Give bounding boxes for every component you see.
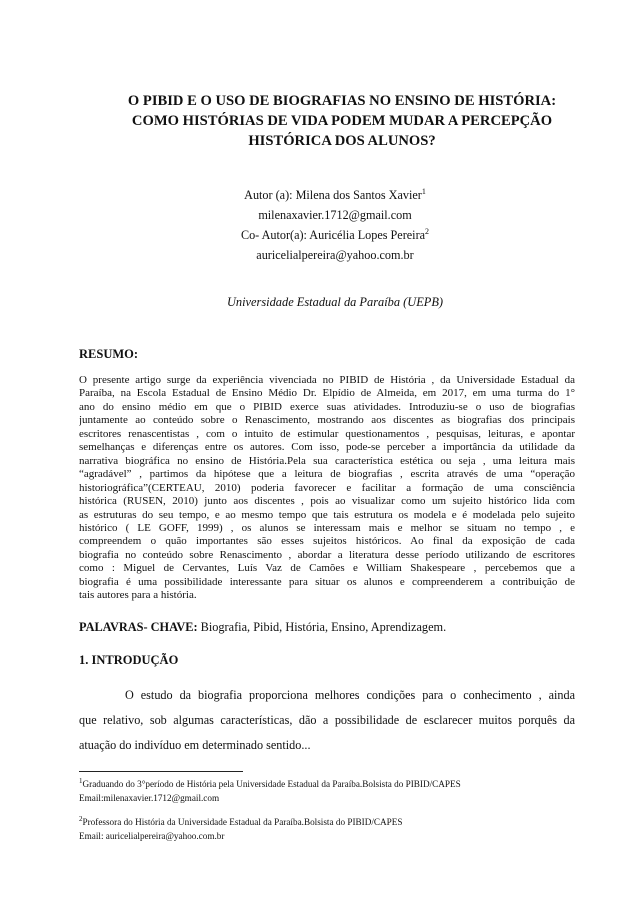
abstract-line: biografia no conteúdo sobre Renascimento , abordar a literatura desse período utilizando de escritores xyxy=(79,548,575,561)
footnote-marker: 2 xyxy=(425,227,430,236)
title-line: O PIBID E O USO DE BIOGRAFIAS NO ENSINO DE HISTÓRIA: xyxy=(127,93,557,109)
abstract-line: histórico ( LE GOFF, 1999) , os alunos se interessam mais e melhor se situam no tempo , e xyxy=(79,521,575,534)
abstract-line: histórica (RUSEN, 2010) junto aos discentes , pois ao visualizar como um sujeito histórico lida com xyxy=(79,495,575,508)
footnote-divider xyxy=(79,771,243,772)
keywords xyxy=(79,620,446,635)
footnote-2 xyxy=(79,815,579,843)
coauthor-email: auricelialpereira@yahoo.com.br xyxy=(256,248,414,262)
abstract-line: juntamente ao conteúdo sobre o Renascimento, mostrando aos discentes as biografias dos principais xyxy=(79,414,575,427)
abstract-line: O presente artigo surge da experiência vivenciada no PIBID de História , da Universidade Estadual da xyxy=(79,374,575,386)
abstract-line: tais autores para a história. xyxy=(79,589,197,602)
footnote-email: Email: auricelialpereira@yahoo.com.br xyxy=(79,831,225,841)
footnote-1 xyxy=(79,777,579,805)
footnote-text: $^2$Professora do História da Universidade Estadual da Paraíba.Bolsista do PIBID/CAPES xyxy=(79,815,403,827)
section-heading: 1. INTRODUÇÃO xyxy=(79,653,179,667)
keywords-list: Biografia, Pibid, História, Ensino, Aprendizagem. xyxy=(197,620,447,634)
abstract-line: as estruturas do seu tempo, e ao mesmo tempo que tais estrutura os modela e é modelada pelo sujeito xyxy=(79,508,575,521)
coauthor-name: Co- Autor(a): Auricélia Lopes Pereira$^2$ xyxy=(240,227,430,242)
footnote-email: Email:milenaxavier.1712@gmail.com xyxy=(79,793,220,803)
abstract-line: compreendem o quão importantes são esses sujeitos históricos. Ao final da exposição de cada xyxy=(79,535,575,548)
abstract-line: narrativa biográfica no ensino de História.Pela sua característica estética ou seja , uma leitura mais xyxy=(79,454,575,467)
title-line: HISTÓRICA DOS ALUNOS? xyxy=(248,133,436,149)
footnote-number: 2 xyxy=(79,815,83,823)
institution: Universidade Estadual da Paraíba (UEPB) xyxy=(226,295,444,309)
intro-line: O estudo da biografia proporciona melhores condições para o conhecimento , ainda xyxy=(125,688,575,702)
abstract-line: biografia é uma possibilidade interessante para situar os alunos e compreenderem a contribuição de xyxy=(79,575,575,588)
abstract-line: escritores renascentistas , com o intuito de estimular questionamentos , pesquisas, leituras, e apontar xyxy=(79,427,575,440)
abstract-line: semelhanças e diferenças entre os autores. Com isso, pode-se perceber a importância da utilidade da xyxy=(79,441,575,454)
author-block xyxy=(150,185,520,265)
abstract-line: “agradável” , partimos da hipótese que a leitura de biografias , escrita através de uma “operação xyxy=(79,468,575,481)
intro-line: atuação do indivíduo em determinado sentido... xyxy=(79,738,311,752)
abstract-line: historiográfica”(CERTEAU, 2010) poderia favorecer e facilitar a formação de uma consciência xyxy=(79,481,575,494)
title-line: COMO HISTÓRIAS DE VIDA PODEM MUDAR A PERCEPÇÃO xyxy=(131,113,553,129)
abstract-body xyxy=(79,374,575,603)
author-name: Autor (a): Milena dos Santos Xavier$^1$ xyxy=(244,187,426,202)
author-email: milenaxavier.1712@gmail.com xyxy=(258,208,412,222)
intro-line: que relativo, sob algumas características, dão a possibilidade de esclarecer muitos porquês da xyxy=(79,713,575,727)
abstract-line: como : Miguel de Cervantes, Luís Vaz de Camões e William Shakespeare , percebemos que a xyxy=(79,562,575,575)
abstract-line: ano do ensino médio em que o PIBID exerce suas atividades. Introduziu-se o uso de biografias xyxy=(79,400,575,413)
abstract-line: Paraíba, na Escola Estadual de Ensino Médio Dr. Elpídio de Almeida, em 2017, em uma turma do 1° xyxy=(79,387,575,400)
footnote-number: 1 xyxy=(79,777,83,785)
footnote-text: $^1$Graduando do 3°período de História pela Universidade Estadual da Paraíba.Bolsista do PIBID/CAPES xyxy=(79,777,461,789)
keywords-label: PALAVRAS- CHAVE: xyxy=(79,620,198,634)
abstract-heading: RESUMO: xyxy=(79,347,139,361)
paper-title xyxy=(92,91,592,151)
introduction-body xyxy=(79,683,575,758)
footnote-marker: 1 xyxy=(421,187,426,196)
